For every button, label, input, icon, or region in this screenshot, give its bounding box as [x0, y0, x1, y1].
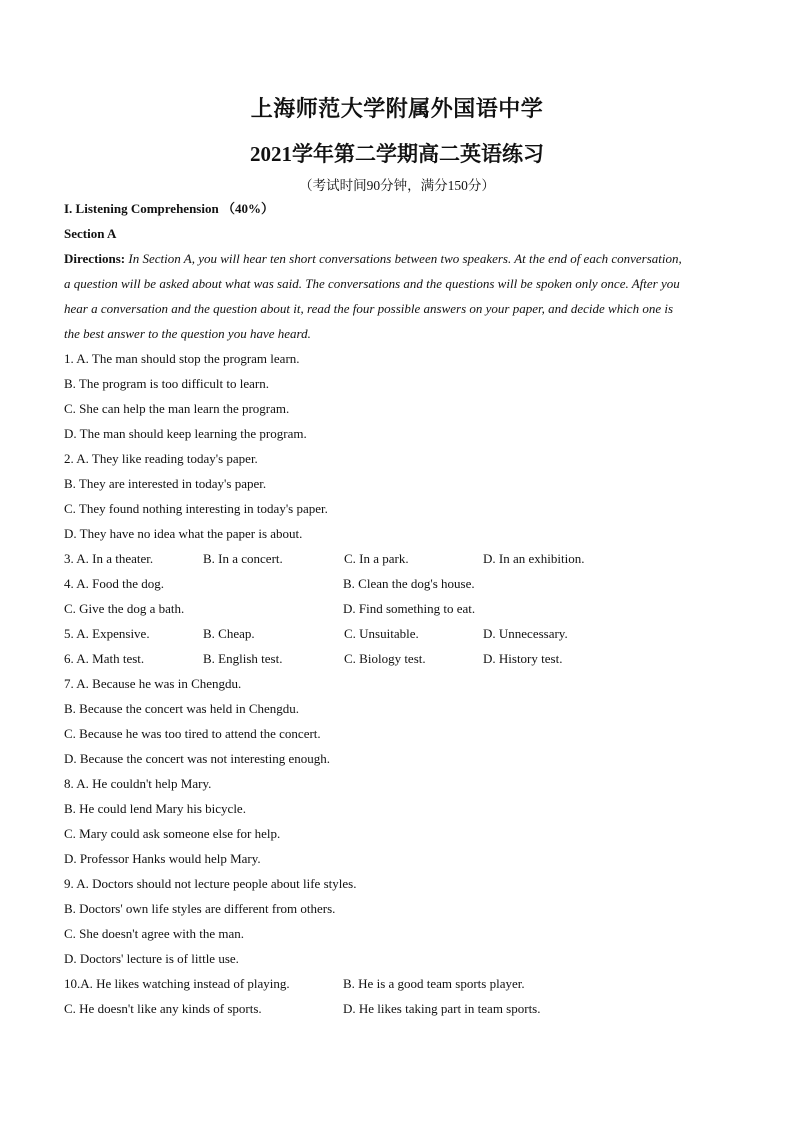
directions-line: the best answer to the question you have heard.	[64, 326, 311, 341]
question-7-option-a: 7. A. Because he was in Chengdu.	[64, 676, 242, 691]
question-6-option-d: D. History test.	[483, 651, 563, 666]
question-3-option-d: D. In an exhibition.	[483, 551, 585, 566]
directions-label: Directions:	[64, 251, 126, 266]
directions-line: hear a conversation and the question about it, read the four possible answers on your paper, and decide which one is	[64, 301, 674, 316]
question-4-option-d: D. Find something to eat.	[343, 601, 476, 616]
exam-info: （考试时间90分钟，满分150分）	[299, 178, 495, 193]
question-10-row-2	[64, 996, 730, 1021]
question-8-option-a: 8. A. He couldn't help Mary.	[64, 776, 212, 791]
question-7-option-c: C. Because he was too tired to attend the concert.	[64, 726, 321, 741]
exam-content	[64, 196, 730, 1021]
part-heading: I. Listening Comprehension （40%）	[64, 201, 274, 216]
question-3	[64, 546, 730, 571]
question-9-option-d: D. Doctors' lecture is of little use.	[64, 951, 239, 966]
question-3-option-a: 3. A. In a theater.	[64, 551, 154, 566]
question-9-option-a: 9. A. Doctors should not lecture people about life styles.	[64, 876, 357, 891]
question-5-option-a: 5. A. Expensive.	[64, 626, 150, 641]
question-2-option-b: B. They are interested in today's paper.	[64, 476, 267, 491]
question-10-option-c: C. He doesn't like any kinds of sports.	[64, 1001, 262, 1016]
question-6	[64, 646, 730, 671]
directions	[64, 246, 730, 346]
question-5-option-d: D. Unnecessary.	[483, 626, 568, 641]
question-10-option-d: D. He likes taking part in team sports.	[343, 1001, 541, 1016]
question-10-row-1	[64, 971, 730, 996]
question-2-option-d: D. They have no idea what the paper is about.	[64, 526, 303, 541]
question-4-option-b: B. Clean the dog's house.	[343, 576, 475, 591]
question-4-row-1	[64, 571, 730, 596]
directions-line: a question will be asked about what was said. The conversations and the questions will be spoken only once. After you	[64, 276, 680, 291]
question-3-option-b: B. In a concert.	[203, 551, 283, 566]
question-6-option-a: 6. A. Math test.	[64, 651, 145, 666]
question-5	[64, 621, 730, 646]
question-4-option-c: C. Give the dog a bath.	[64, 601, 185, 616]
question-9-option-b: B. Doctors' own life styles are different from others.	[64, 901, 336, 916]
question-4-row-2	[64, 596, 730, 621]
question-6-option-b: B. English test.	[203, 651, 283, 666]
question-1-option-d: D. The man should keep learning the program.	[64, 426, 307, 441]
question-7-option-b: B. Because the concert was held in Chengdu.	[64, 701, 300, 716]
question-7-option-d: D. Because the concert was not interesting enough.	[64, 751, 331, 766]
question-2-option-a: 2. A. They like reading today's paper.	[64, 451, 258, 466]
question-2-option-c: C. They found nothing interesting in today's paper.	[64, 501, 328, 516]
exam-title: 2021学年第二学期高二英语练习	[250, 142, 544, 166]
question-1-option-a: 1. A. The man should stop the program learn.	[64, 351, 300, 366]
question-10-option-a: 10.A. He likes watching instead of playing.	[64, 976, 290, 991]
question-1-option-c: C. She can help the man learn the program.	[64, 401, 290, 416]
directions-line: In Section A, you will hear ten short conversations between two speakers. At the end of each conversation,	[125, 251, 682, 266]
question-8-option-d: D. Professor Hanks would help Mary.	[64, 851, 261, 866]
question-1-option-b: B. The program is too difficult to learn.	[64, 376, 269, 391]
question-4-option-a: 4. A. Food the dog.	[64, 576, 165, 591]
question-5-option-c: C. Unsuitable.	[344, 626, 419, 641]
school-name: 上海师范大学附属外国语中学	[250, 96, 544, 121]
question-6-option-c: C. Biology test.	[344, 651, 426, 666]
question-10-option-b: B. He is a good team sports player.	[343, 976, 525, 991]
question-8-option-b: B. He could lend Mary his bicycle.	[64, 801, 246, 816]
question-9-option-c: C. She doesn't agree with the man.	[64, 926, 244, 941]
section-heading: Section A	[64, 226, 117, 241]
question-5-option-b: B. Cheap.	[203, 626, 255, 641]
question-8-option-c: C. Mary could ask someone else for help.	[64, 826, 281, 841]
question-3-option-c: C. In a park.	[344, 551, 409, 566]
